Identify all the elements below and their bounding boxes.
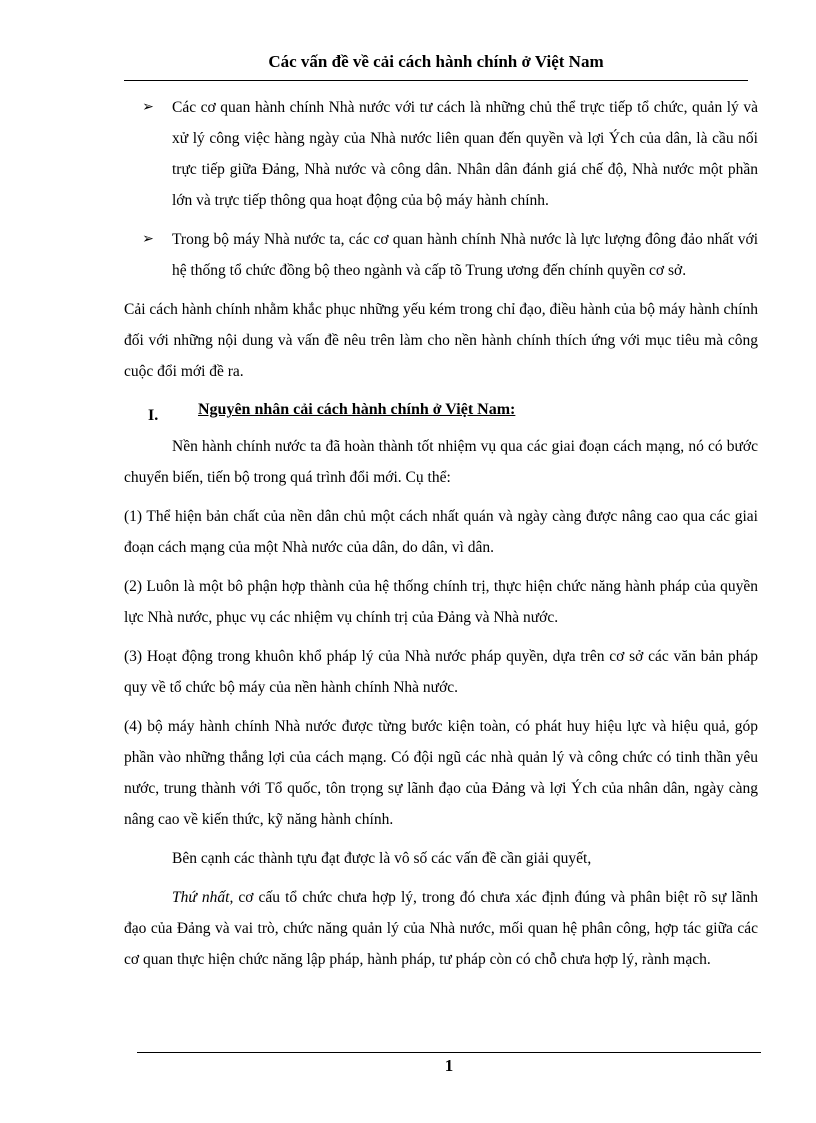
bullet-item [124, 92, 758, 216]
arrow-bullet-icon: ➢ [142, 232, 154, 247]
intro-paragraph: Cải cách hành chính nhằm khắc phục những yếu kém trong chỉ đạo, điều hành của bộ máy hành chính đối với những nội dung và vấn đề nêu trên làm cho nền hành chính thích ứng với mục tiêu mà công cuộc đổi mới đề ra. [124, 301, 758, 380]
section-number: I. [148, 407, 159, 424]
point-paragraph: (3) Hoạt động trong khuôn khổ pháp lý của Nhà nước pháp quyền, dựa trên cơ sở các văn bản pháp quy về tổ chức bộ máy của nền hành chính Nhà nước. [124, 648, 758, 696]
page-header-title: Các vấn đề về cải cách hành chính ở Việt Nam [268, 52, 604, 71]
header-divider [124, 80, 748, 81]
first-issue-text: cơ cấu tổ chức chưa hợp lý, trong đó chưa xác định đúng và phân biệt rõ sự lãnh đạo của Đảng và vai trò, chức năng quản lý của Nhà nước, mối quan hệ phân công, hợp tác giữa các cơ quan thực hiện chức năng lập pháp, hành pháp, tư pháp còn có chỗ chưa hợp lý, rành mạch. [124, 889, 758, 968]
achievements-paragraph: Bên cạnh các thành tựu đạt được là vô số các vấn đề cần giải quyết, [172, 850, 592, 867]
point-paragraph: (4) bộ máy hành chính Nhà nước được từng bước kiện toàn, có phát huy hiệu lực và hiệu quả, góp phần vào những thắng lợi của cách mạng. Có đội ngũ các nhà quản lý và công chức có tinh thần yêu nước, trung thành với Tổ quốc, tôn trọng sự lãnh đạo của Đảng và lợi Ých của nhân dân, ngày càng nâng cao về kiến thức, kỹ năng hành chính. [124, 718, 758, 828]
arrow-bullet-icon: ➢ [142, 100, 154, 115]
footer-divider [137, 1052, 761, 1053]
bullet-item [124, 224, 758, 286]
point-paragraph: (2) Luôn là một bô phận hợp thành của hệ thống chính trị, thực hiện chức năng hành pháp của quyền lực Nhà nước, phục vụ các nhiệm vụ chính trị của Đảng và Nhà nước. [124, 578, 758, 626]
first-issue-paragraph [124, 882, 758, 975]
bullet-text: Trong bộ máy Nhà nước ta, các cơ quan hành chính Nhà nước là lực lượng đông đảo nhất với hệ thống tổ chức đồng bộ theo ngành và cấp tõ Trung ương đến chính quyền cơ sở. [172, 231, 758, 279]
bullet-text: Các cơ quan hành chính Nhà nước với tư cách là những chủ thể trực tiếp tổ chức, quản lý và xử lý công việc hàng ngày của Nhà nước liên quan đến quyền và lợi Ých của dân, là cầu nối trực tiếp giữa Đảng, Nhà nước và công dân. Nhân dân đánh giá chế độ, Nhà nước một phần lớn và trực tiếp thông qua hoạt động của bộ máy hành chính. [172, 99, 758, 209]
point-paragraph: (1) Thể hiện bản chất của nền dân chủ một cách nhất quán và ngày càng được nâng cao qua các giai đoạn cách mạng của một Nhà nước của dân, do dân, vì dân. [124, 508, 758, 556]
page-number: 1 [444, 1056, 454, 1075]
document-body [124, 92, 758, 983]
section-heading [124, 395, 758, 425]
first-issue-lead: Thứ nhất, [172, 889, 234, 906]
section-intro-paragraph: Nền hành chính nước ta đã hoàn thành tốt nhiệm vụ qua các giai đoạn cách mạng, nó có bước chuyển biến, tiến bộ trong quá trình đổi mới. Cụ thể: [124, 438, 758, 486]
section-title: Nguyên nhân cải cách hành chính ở Việt Nam: [198, 401, 516, 418]
